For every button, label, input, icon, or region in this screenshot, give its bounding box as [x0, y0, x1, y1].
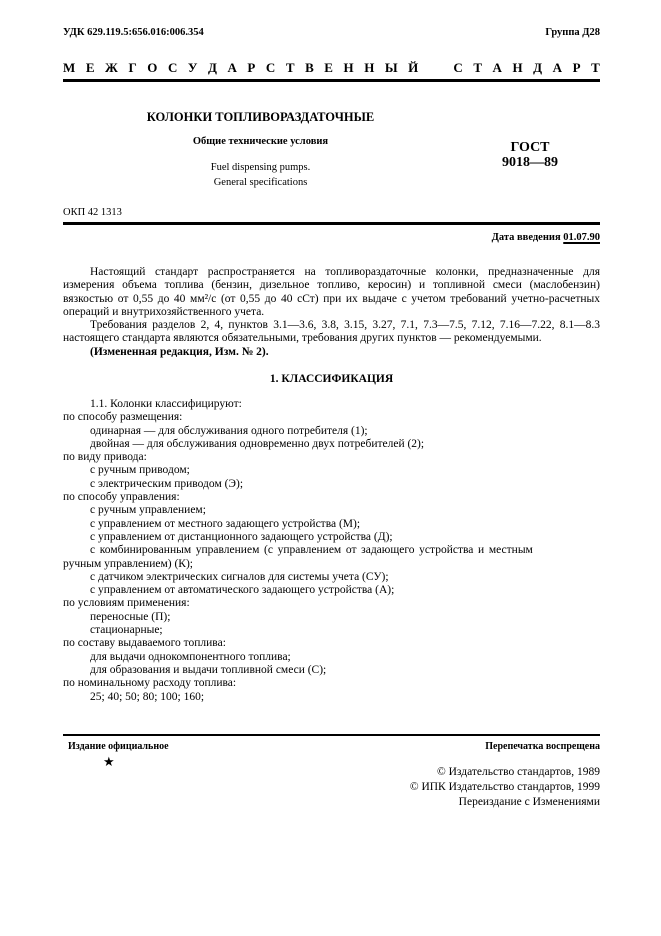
banner-letter: Н [512, 60, 523, 75]
list-item: с ручным приводом; [90, 464, 190, 477]
copyright-line-1989: © Издательство стандартов, 1989 [436, 766, 600, 778]
group-code: Группа Д28 [545, 27, 600, 38]
group-label: по составу выдаваемого топлива: [63, 637, 226, 650]
group-label: по способу размещения: [63, 411, 183, 424]
list-item: переносные (П); [90, 610, 171, 623]
classification-lead: 1.1. Колонки классифицируют: [90, 398, 242, 410]
intro-paragraph-scope: Настоящий стандарт распространяется на топливораздаточные колонки, предназначенные для измерения объема топлива (бензин, дизельное топливо, керосин) и топливной смеси (маслобензин) вязкостью от 0,55 до 40 мм²/с (от 0,55 до 40 сСт) при их выдаче с учетом требований учетно-расчетных операций и внутрихозяйственного учета. [63, 266, 600, 318]
list-item: стационарные; [90, 624, 163, 637]
banner-letter: Е [324, 60, 333, 75]
section-heading: 1. КЛАССИФИКАЦИЯ [269, 373, 394, 385]
introduction-date-value: 01.07.90 [563, 232, 600, 243]
banner-letter: Р [572, 60, 581, 75]
list-item: с комбинированным управлением (с управлением от задающего устройства и местным [90, 544, 533, 557]
banner-letter: О [147, 60, 158, 75]
official-edition-label: Издание официальное [68, 741, 169, 752]
list-item: с электрическим приводом (Э); [90, 477, 244, 490]
copyright-block [410, 765, 600, 810]
document-title: КОЛОНКИ ТОПЛИВОРАЗДАТОЧНЫЕ [146, 110, 375, 124]
list-item: для образования и выдачи топливной смеси (С); [90, 663, 327, 676]
banner-letter: Е [85, 60, 95, 75]
okp-code: ОКП 42 1313 [63, 207, 122, 218]
header-divider [63, 79, 600, 82]
group-label: по условиям применения: [63, 597, 190, 610]
list-item: 25; 40; 50; 80; 100; 160; [90, 690, 205, 703]
english-title [63, 160, 458, 190]
interstate-standard-banner [63, 60, 600, 76]
gost-label: ГОСТ [510, 140, 550, 155]
list-item: с управлением от автоматического задающего устройства (А); [90, 584, 395, 597]
copyright-line-1999: © ИПК Издательство стандартов, 1999 [409, 781, 600, 793]
banner-letter: Ы [384, 60, 398, 75]
amendment-note: (Измененная редакция, Изм. № 2). [90, 345, 269, 358]
banner-letter: Т [285, 60, 295, 75]
banner-letter: А [552, 60, 563, 75]
banner-letter: М [63, 60, 76, 75]
footer-divider [63, 734, 600, 736]
intro-paragraph-requirements: Требования разделов 2, 4, пунктов 3.1—3.6, 3.8, 3.15, 3.27, 7.1, 7.3—7.5, 7.12, 7.16—7.22, 8.1—8.3 настоящего стандарта являются обязательными, требования других пунктов — рекомендуемыми. [63, 319, 600, 345]
banner-letter: У [187, 60, 198, 75]
banner-letter: Ж [105, 60, 118, 75]
banner-letter: А [492, 60, 502, 75]
star-icon: ★ [103, 754, 115, 769]
banner-letter: А [227, 60, 237, 75]
introduction-date-label: Дата введения [491, 232, 564, 243]
banner-letter: Н [364, 60, 375, 75]
group-label: по способу управления: [63, 491, 180, 504]
gost-designation [480, 140, 580, 170]
banner-letter: Г [128, 60, 137, 75]
reprint-prohibited-label: Перепечатка воспрещена [485, 741, 600, 752]
banner-letter: Т [591, 60, 600, 75]
title-divider [63, 222, 600, 225]
list-item: двойная — для обслуживания одновременно двух потребителей (2); [90, 437, 425, 450]
banner-letter: В [305, 60, 314, 75]
group-label: по номинальному расходу топлива: [63, 677, 237, 690]
list-item: для выдачи однокомпонентного топлива; [90, 650, 291, 663]
banner-letter: С [265, 60, 276, 75]
list-item: одинарная — для обслуживания одного потребителя (1); [90, 424, 368, 437]
english-title-line2: General specifications [213, 177, 308, 188]
banner-letter: Н [343, 60, 354, 75]
list-item: с ручным управлением; [90, 504, 206, 517]
document-subtitle: Общие технические условия [192, 136, 329, 147]
intro-section [63, 266, 600, 359]
banner-letter: Д [533, 60, 543, 75]
list-item: с датчиком электрических сигналов для системы учета (СУ); [90, 570, 389, 583]
list-item-continuation: ручным управлением) (К); [63, 557, 193, 570]
udk-code: УДК 629.119.5:656.016:006.354 [63, 27, 204, 38]
banner-gap [429, 60, 443, 76]
banner-letter: Д [207, 60, 217, 75]
reissue-note: Переиздание с Изменениями [458, 796, 600, 808]
group-label: по виду привода: [63, 451, 147, 464]
list-item: с управлением от местного задающего устройства (М); [90, 517, 361, 530]
banner-letter: С [453, 60, 463, 75]
banner-letter: Р [247, 60, 256, 75]
gost-number: 9018—89 [502, 155, 558, 170]
classification-list [63, 398, 600, 704]
banner-letter: С [167, 60, 178, 75]
english-title-line1: Fuel dispensing pumps. [210, 162, 311, 173]
banner-letter: Й [408, 60, 419, 75]
banner-letter: Т [473, 60, 482, 75]
introduction-date [492, 232, 600, 243]
list-item: с управлением от дистанционного задающего устройства (Д); [90, 530, 393, 543]
